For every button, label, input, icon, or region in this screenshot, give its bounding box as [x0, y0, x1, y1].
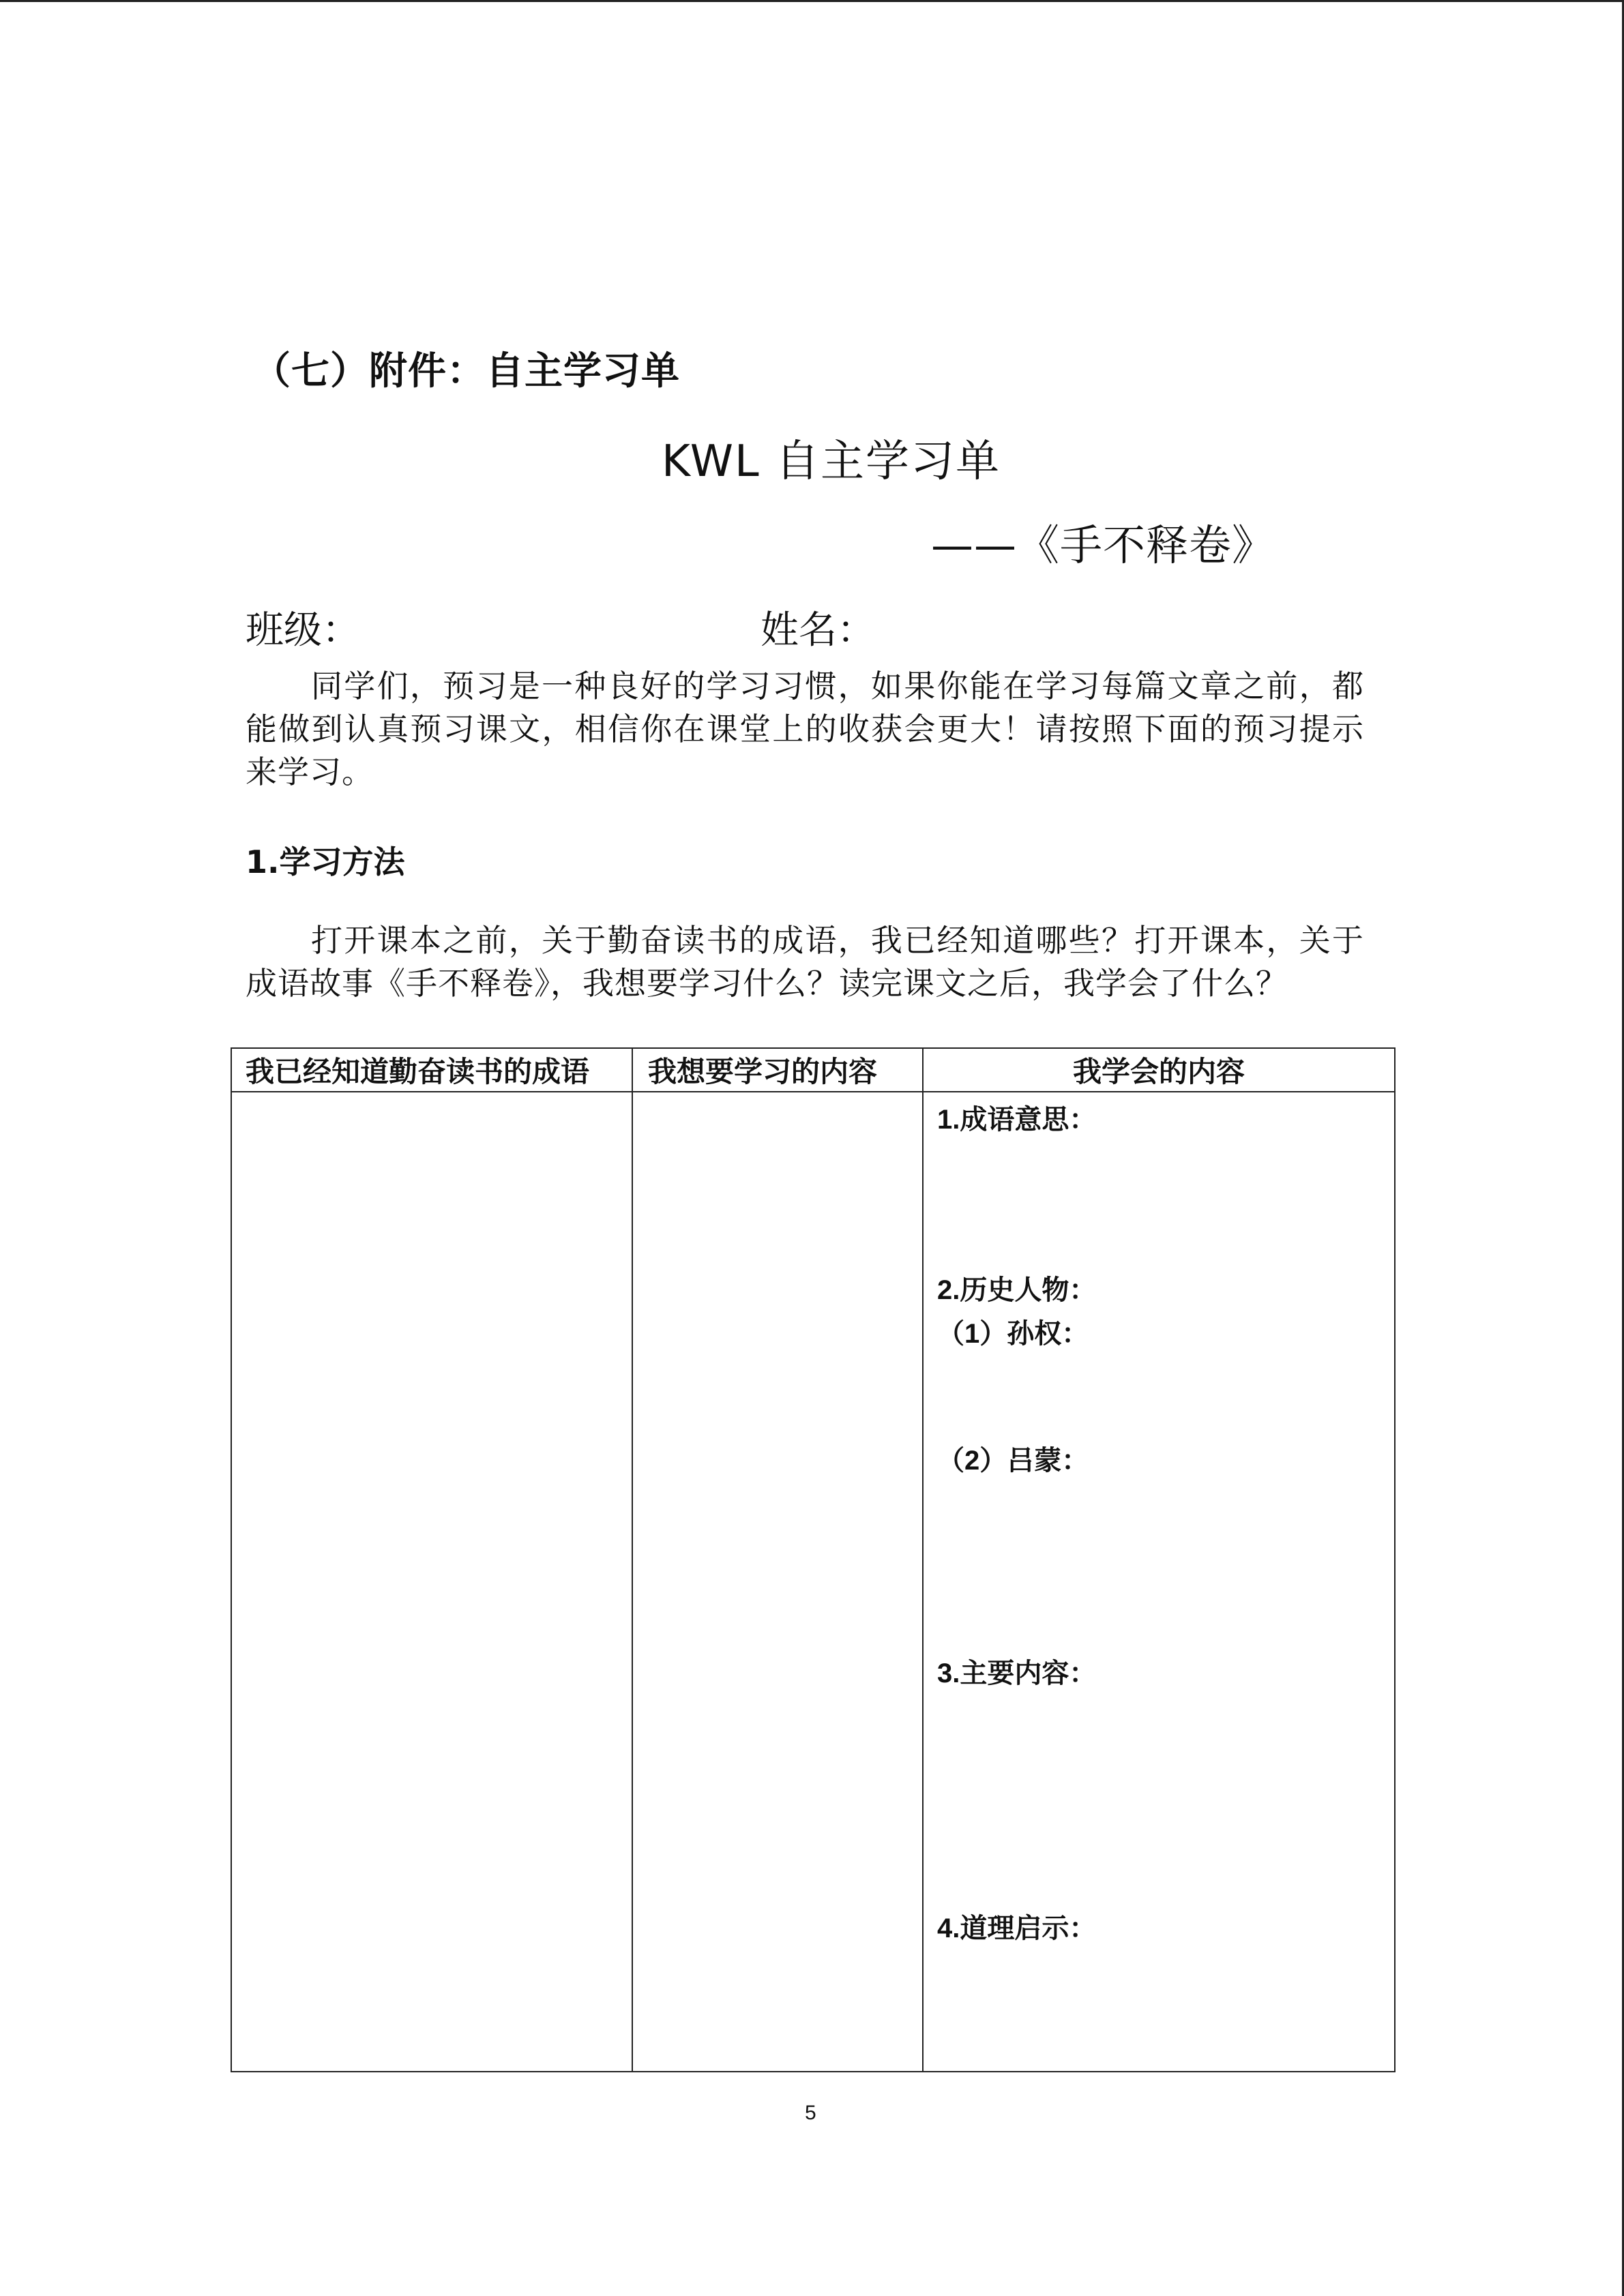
sun-quan-label: （1）孙权：	[937, 1319, 1089, 1349]
moral-lesson-label: 4.道理启示：	[937, 1913, 1097, 1943]
name-field-label: 姓名：	[761, 608, 875, 653]
idiom-meaning-label: 1.成语意思：	[937, 1105, 1097, 1135]
main-content-label: 3.主要内容：	[937, 1658, 1097, 1688]
want-to-learn-cell[interactable]	[632, 1092, 923, 2072]
table-row	[231, 1092, 1395, 2072]
known-idioms-cell[interactable]	[231, 1092, 632, 2072]
header-learned: 我学会的内容	[923, 1048, 1395, 1092]
page-top-border	[0, 0, 1624, 2]
intro-paragraph: 同学们，预习是一种良好的学习习惯，如果你能在学习每篇文章之前，都能做到认真预习课文，相信你在课堂上的收获会更大！请按照下面的预习提示来学习。	[246, 668, 1364, 790]
class-field-label: 班级：	[246, 608, 360, 653]
kwl-table	[231, 1047, 1396, 2072]
learned-cell[interactable]	[923, 1092, 1395, 2072]
method-heading: 1.学习方法	[246, 844, 405, 880]
sheet-subtitle: ——《手不释卷》	[931, 520, 1275, 570]
header-known-idioms: 我已经知道勤奋读书的成语	[231, 1048, 632, 1092]
section-heading: （七）附件：自主学习单	[252, 349, 680, 393]
lv-meng-label: （2）吕蒙：	[937, 1446, 1089, 1476]
sheet-title: KWL 自主学习单	[662, 436, 1001, 487]
page-number: 5	[805, 2102, 816, 2124]
method-paragraph: 打开课本之前，关于勤奋读书的成语，我已经知道哪些？打开课本，关于成语故事《手不释卷》，我想要学习什么？读完课文之后，我学会了什么？	[246, 922, 1364, 1002]
historical-figures-label: 2.历史人物：	[937, 1275, 1097, 1305]
header-want-to-learn: 我想要学习的内容	[632, 1048, 923, 1092]
table-header-row	[231, 1048, 1395, 1092]
